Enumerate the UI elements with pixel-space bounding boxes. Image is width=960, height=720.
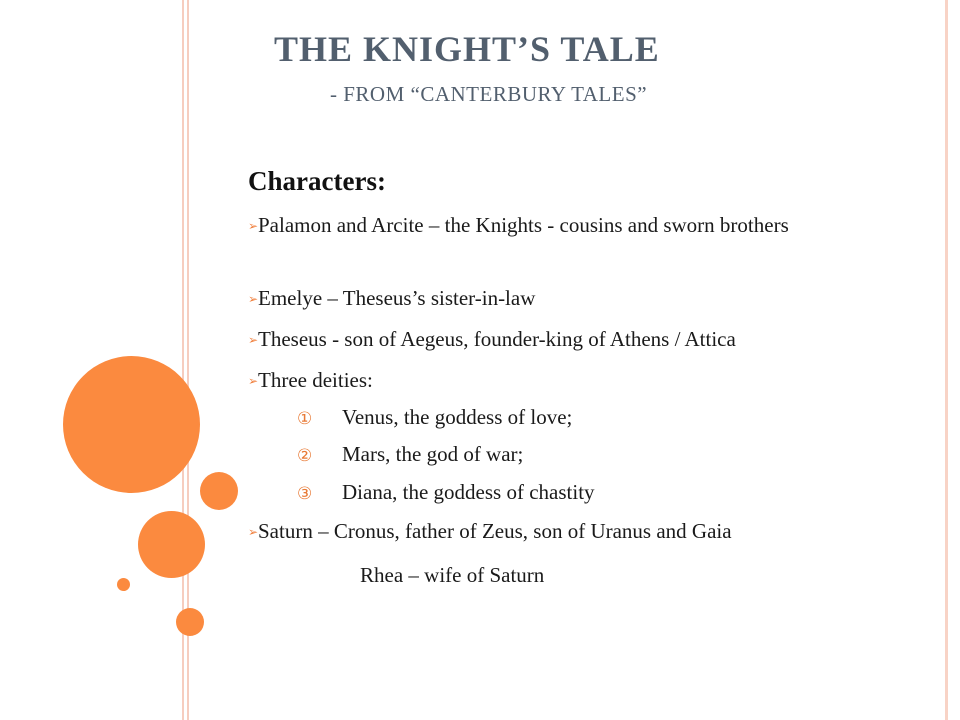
- circled-number-icon: ③: [297, 484, 313, 504]
- slide-title: THE KNIGHT’S TALE: [274, 29, 660, 69]
- bullet-item: [248, 324, 888, 355]
- slide-subtitle: - FROM “CANTERBURY TALES”: [330, 82, 648, 106]
- characters-heading: Characters:: [248, 166, 386, 196]
- decorative-circle: [176, 608, 204, 636]
- arrow-bullet-icon: ➢: [248, 374, 259, 388]
- deity-text: Diana, the goddess of chastity: [342, 480, 595, 504]
- circled-number-icon: ②: [297, 446, 313, 466]
- bullet-item: [248, 210, 888, 241]
- deity-item: [297, 439, 523, 471]
- bullet-item: [248, 283, 888, 314]
- deity-item: [297, 477, 595, 509]
- arrow-bullet-icon: ➢: [248, 333, 259, 347]
- arrow-bullet-icon: ➢: [248, 525, 259, 539]
- bullet-item: [248, 516, 888, 547]
- decorative-circle: [200, 472, 238, 510]
- deity-text: Venus, the goddess of love;: [342, 405, 573, 429]
- decorative-circle: [138, 511, 205, 578]
- bullet-text: Saturn – Cronus, father of Zeus, son of Uranus and Gaia: [258, 519, 732, 543]
- decorative-border-line: [945, 0, 948, 720]
- bullet-text: Palamon and Arcite – the Knights - cousins and sworn brothers: [258, 213, 789, 237]
- bullet-text: Theseus - son of Aegeus, founder-king of Athens / Attica: [258, 327, 736, 351]
- deity-item: [297, 402, 572, 434]
- decorative-circle-small: [117, 578, 130, 591]
- bullet-text: Three deities:: [258, 368, 373, 392]
- decorative-circle-large: [63, 356, 200, 493]
- deity-text: Mars, the god of war;: [342, 442, 524, 466]
- rhea-line: Rhea – wife of Saturn: [360, 563, 545, 587]
- arrow-bullet-icon: ➢: [248, 292, 259, 306]
- arrow-bullet-icon: ➢: [248, 219, 259, 233]
- bullet-item: [248, 365, 888, 396]
- bullet-text: Emelye – Theseus’s sister-in-law: [258, 286, 536, 310]
- circled-number-icon: ①: [297, 409, 313, 429]
